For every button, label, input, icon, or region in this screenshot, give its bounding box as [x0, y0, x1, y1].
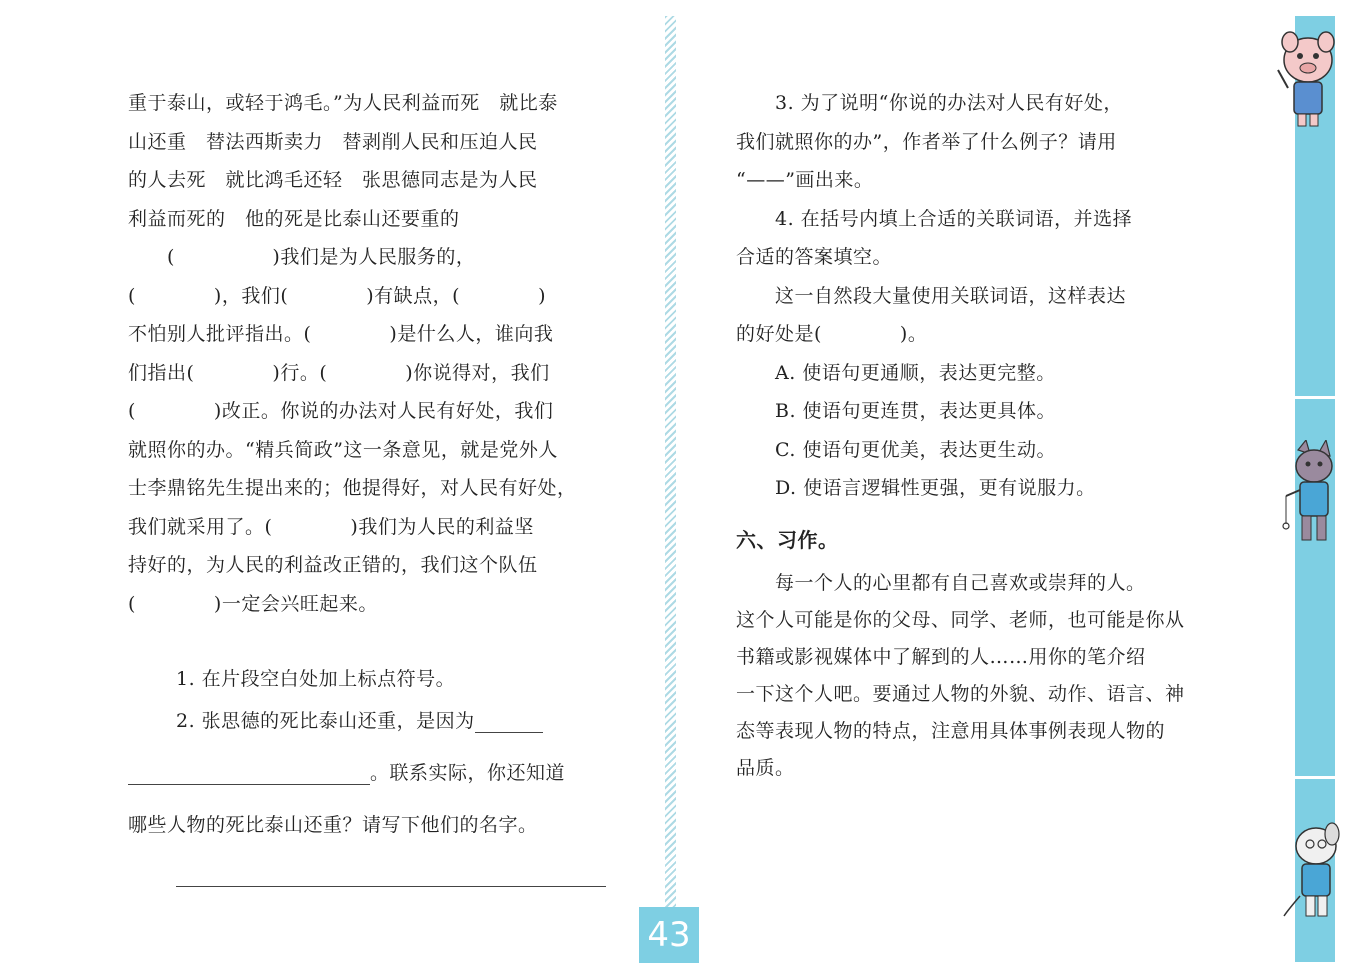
- passage-line: 士李鼎铭先生提出来的；他提得好，对人民有好处，: [128, 477, 577, 499]
- question-line: 3. 为了说明“你说的办法对人民有好处，: [736, 92, 1123, 114]
- passage-line: 们指出( )行。( )你说得对，我们: [128, 361, 550, 384]
- question-2-text: 。联系实际，你还知道: [370, 762, 566, 784]
- question-line: “——”画出来。: [736, 169, 874, 191]
- prompt-line: 每一个人的心里都有自己喜欢或崇拜的人。: [736, 572, 1146, 594]
- passage-line: 就照你的办。“精兵简政”这一条意见，就是党外人: [128, 438, 558, 461]
- question-2-text: 2. 张思德的死比泰山还重，是因为: [176, 710, 475, 732]
- prompt-line: 品质。: [736, 757, 795, 779]
- passage-line: ( )我们是为人民服务的，: [128, 246, 476, 268]
- question-line: 我们就照你的办”，作者举了什么例子？请用: [736, 130, 1117, 153]
- passage-line: 的人去死 就比鸿毛还轻 张思德同志是为人民: [128, 169, 538, 191]
- option-d[interactable]: D. 使语言逻辑性更强，更有说服力。: [736, 477, 1096, 499]
- passage-line: 我们就采用了。( )我们为人民的利益坚: [128, 515, 534, 538]
- passage-excerpt: [128, 84, 608, 623]
- option-c[interactable]: C. 使语句更优美，表达更生动。: [736, 438, 1056, 461]
- page-number: 43: [639, 907, 699, 963]
- dog-mascot-icon: [1280, 820, 1344, 920]
- prompt-line: 书籍或影视媒体中了解到的人……用你的笔介绍: [736, 646, 1146, 668]
- passage-line: 不怕别人批评指出。( )是什么人，谁向我: [128, 323, 554, 345]
- passage-line: 山还重 替法西斯卖力 替剥削人民和压迫人民: [128, 130, 538, 153]
- question-line: 这一自然段大量使用关联词语，这样表达: [736, 284, 1127, 307]
- questions-3-4: [736, 84, 1216, 508]
- band-separator: [1295, 396, 1335, 399]
- wolf-mascot-icon: [1278, 440, 1344, 550]
- question-line: 4. 在括号内填上合适的关联词语，并选择: [736, 207, 1133, 230]
- answer-blank[interactable]: [128, 760, 370, 785]
- question-line: 合适的答案填空。: [736, 246, 893, 268]
- passage-line: ( )一定会兴旺起来。: [128, 592, 378, 615]
- question-2-continued: [128, 758, 565, 785]
- passage-line: ( )，我们( )有缺点，( ): [128, 284, 546, 307]
- passage-line: 利益而死的 他的死是比泰山还要重的: [128, 207, 460, 230]
- answer-blank[interactable]: [475, 710, 543, 733]
- question-2-names-prompt: 哪些人物的死比泰山还重？请写下他们的名字。: [128, 814, 538, 836]
- prompt-line: 一下这个人吧。要通过人物的外貌、动作、语言、神: [736, 683, 1185, 705]
- prompt-line: 这个人可能是你的父母、同学、老师，也可能是你从: [736, 609, 1185, 631]
- option-a[interactable]: A. 使语句更通顺，表达更完整。: [736, 361, 1056, 384]
- prompt-line: 态等表现人物的特点，注意用具体事例表现人物的: [736, 720, 1166, 742]
- question-line: 的好处是( )。: [736, 323, 928, 345]
- writing-prompt: [736, 565, 1185, 787]
- band-separator: [1295, 776, 1335, 779]
- passage-line: 持好的，为人民的利益改正错的，我们这个队伍: [128, 554, 538, 576]
- passage-line: 重于泰山，或轻于鸿毛。”为人民利益而死 就比泰: [128, 92, 558, 114]
- question-1: 1. 在片段空白处加上标点符号。: [176, 668, 456, 690]
- passage-line: ( )改正。你说的办法对人民有好处，我们: [128, 400, 554, 422]
- question-2: [176, 706, 543, 733]
- option-b[interactable]: B. 使语句更连贯，表达更具体。: [736, 400, 1057, 422]
- names-answer-line[interactable]: [176, 866, 606, 887]
- section-title-writing: 六、习作。: [736, 528, 839, 552]
- pig-mascot-icon: [1268, 30, 1344, 130]
